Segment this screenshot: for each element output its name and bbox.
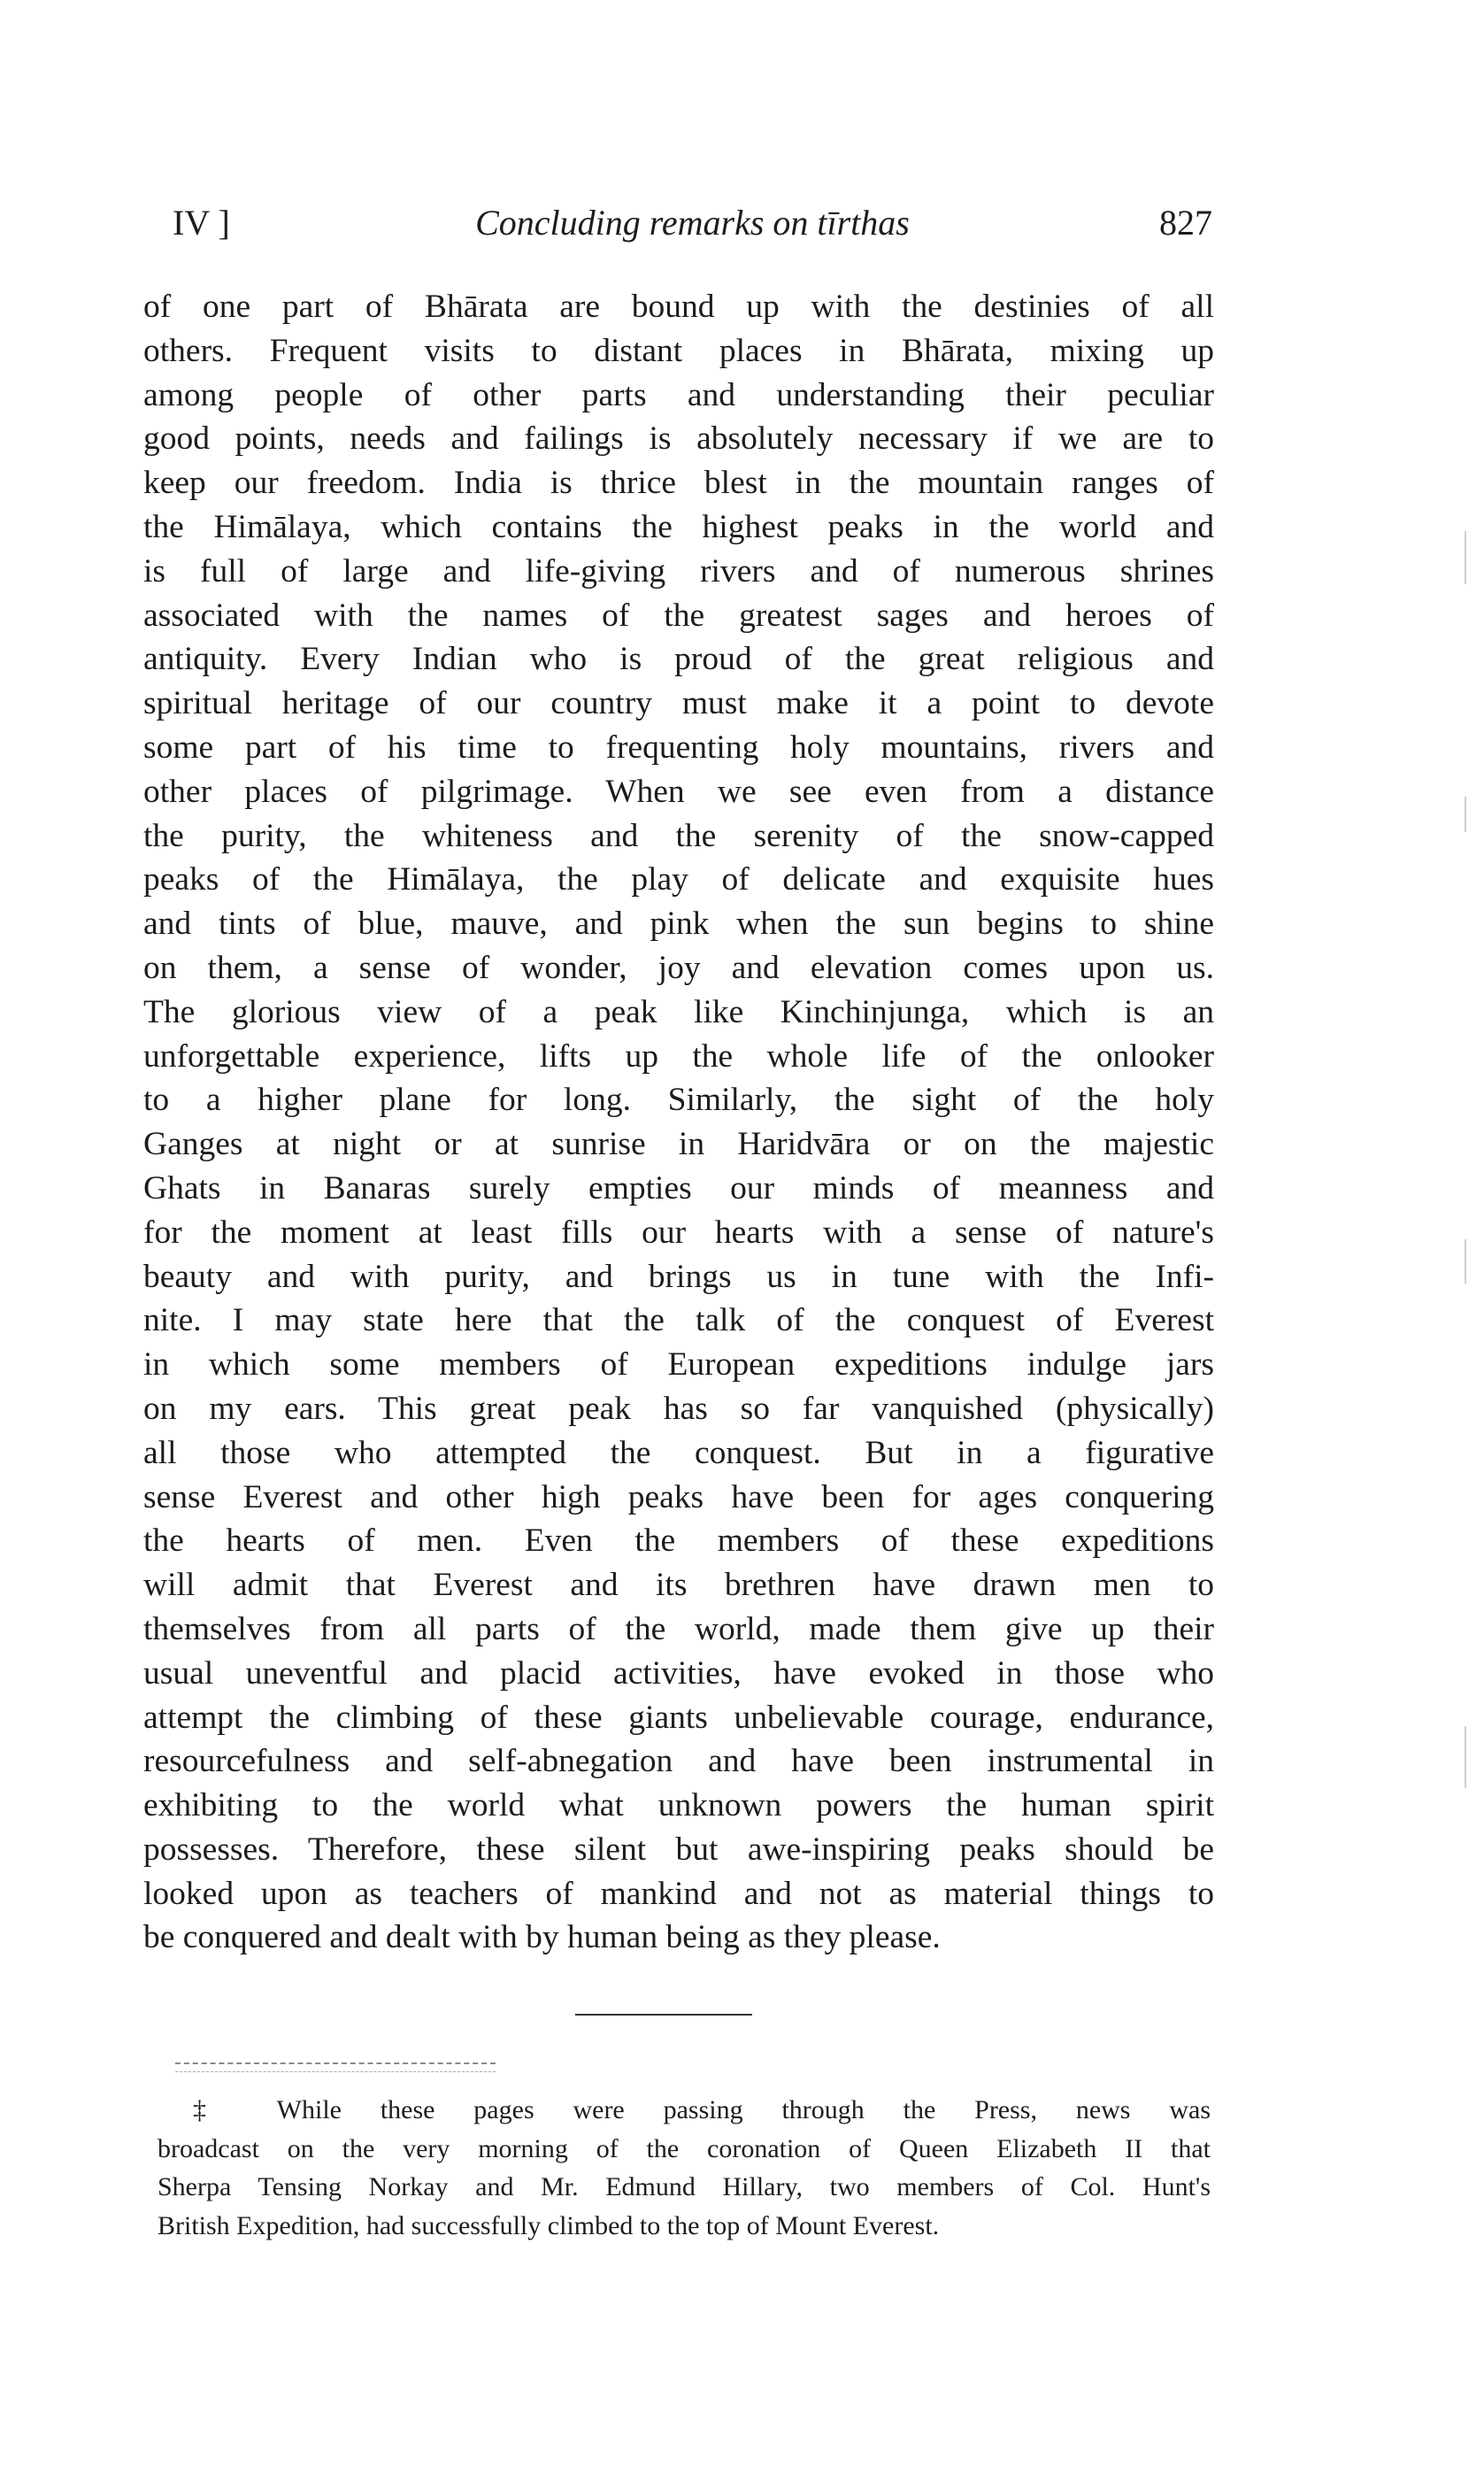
- text-line: be conquered and dealt with by human being as they please.: [143, 1919, 941, 1956]
- text-line: on my ears. This great peak has so far vanquished (physically): [143, 1390, 1214, 1427]
- text-line: keep our freedom. India is thrice blest in the mountain ranges of: [143, 465, 1214, 502]
- section-number: IV ]: [173, 203, 230, 243]
- text-line: to a higher plane for long. Similarly, the sight of the holy: [143, 1082, 1214, 1119]
- main-text: [143, 285, 1214, 1960]
- text-line: associated with the names of the greatest sages and heroes of: [143, 597, 1214, 634]
- text-line: among people of other parts and understanding their peculiar: [143, 376, 1214, 413]
- running-title: Concluding remarks on tīrthas: [475, 203, 910, 243]
- text-line: attempt the climbing of these giants unbelievable courage, endurance,: [143, 1699, 1214, 1736]
- text-line: the Himālaya, which contains the highest peaks in the world and: [143, 508, 1214, 545]
- text-line: spiritual heritage of our country must make it a point to devote: [143, 685, 1214, 722]
- text-line: of one part of Bhārata are bound up with the destinies of all: [143, 289, 1214, 325]
- text-line: good points, needs and failings is absolutely necessary if we are to: [143, 420, 1214, 458]
- footnote-line: Sherpa Tensing Norkay and Mr. Edmund Hillary, two members of Col. Hunt's: [158, 2172, 1211, 2201]
- scan-edge-mark: [1465, 797, 1466, 832]
- page-number: 827: [1159, 203, 1212, 243]
- text-line: Ganges at night or at sunrise in Haridvāra or on the majestic: [143, 1126, 1214, 1163]
- text-line: and tints of blue, mauve, and pink when the sun begins to shine: [143, 906, 1214, 943]
- text-line: unforgettable experience, lifts up the whole life of the onlooker: [143, 1037, 1214, 1075]
- text-line: the purity, the whiteness and the serenity of the snow-capped: [143, 817, 1214, 854]
- footnote-line: British Expedition, had successfully climbed to the top of Mount Everest.: [158, 2210, 940, 2240]
- footnote-line: ‡ While these pages were passing through the Press, news was: [193, 2095, 1211, 2124]
- scan-edge-mark: [1465, 1239, 1466, 1284]
- text-line: on them, a sense of wonder, joy and elevation comes upon us.: [143, 949, 1214, 986]
- footnote-line: broadcast on the very morning of the coronation of Queen Elizabeth II that: [158, 2133, 1211, 2163]
- text-line: themselves from all parts of the world, made them give up their: [143, 1610, 1214, 1647]
- scan-edge-mark: [1465, 1726, 1466, 1788]
- text-line: antiquity. Every Indian who is proud of the great religious and: [143, 641, 1214, 678]
- text-line: will admit that Everest and its brethren have drawn men to: [143, 1567, 1214, 1604]
- text-line: The glorious view of a peak like Kinchinjunga, which is an: [143, 993, 1214, 1030]
- text-line: Ghats in Banaras surely empties our minds of meanness and: [143, 1169, 1214, 1207]
- text-line: in which some members of European expeditions indulge jars: [143, 1346, 1214, 1384]
- text-line: all those who attempted the conquest. But in a figurative: [143, 1434, 1214, 1471]
- text-line: is full of large and life-giving rivers and of numerous shrines: [143, 552, 1214, 590]
- text-line: beauty and with purity, and brings us in tune with the Infi-: [143, 1258, 1214, 1295]
- text-line: the hearts of men. Even the members of these expeditions: [143, 1523, 1214, 1560]
- text-line: resourcefulness and self-abnegation and have been instrumental in: [143, 1743, 1214, 1780]
- section-divider: [575, 2014, 752, 2016]
- text-line: exhibiting to the world what unknown powers the human spirit: [143, 1787, 1214, 1824]
- text-line: some part of his time to frequenting holy mountains, rivers and: [143, 729, 1214, 766]
- scan-edge-mark: [1465, 531, 1466, 584]
- text-line: sense Everest and other high peaks have been for ages conquering: [143, 1478, 1214, 1515]
- text-line: possesses. Therefore, these silent but awe-inspiring peaks should be: [143, 1831, 1214, 1868]
- text-line: nite. I may state here that the talk of the conquest of Everest: [143, 1302, 1214, 1339]
- footnote: [158, 2091, 1211, 2245]
- text-line: other places of pilgrimage. When we see even from a distance: [143, 773, 1214, 810]
- running-head: [173, 202, 1212, 255]
- text-line: looked upon as teachers of mankind and not as material things to: [143, 1875, 1214, 1912]
- footnote-divider: [175, 2062, 496, 2072]
- text-line: peaks of the Himālaya, the play of delicate and exquisite hues: [143, 861, 1214, 898]
- text-line: usual uneventful and placid activities, have evoked in those who: [143, 1654, 1214, 1692]
- text-line: for the moment at least fills our hearts with a sense of nature's: [143, 1214, 1214, 1251]
- text-line: others. Frequent visits to distant places in Bhārata, mixing up: [143, 332, 1214, 369]
